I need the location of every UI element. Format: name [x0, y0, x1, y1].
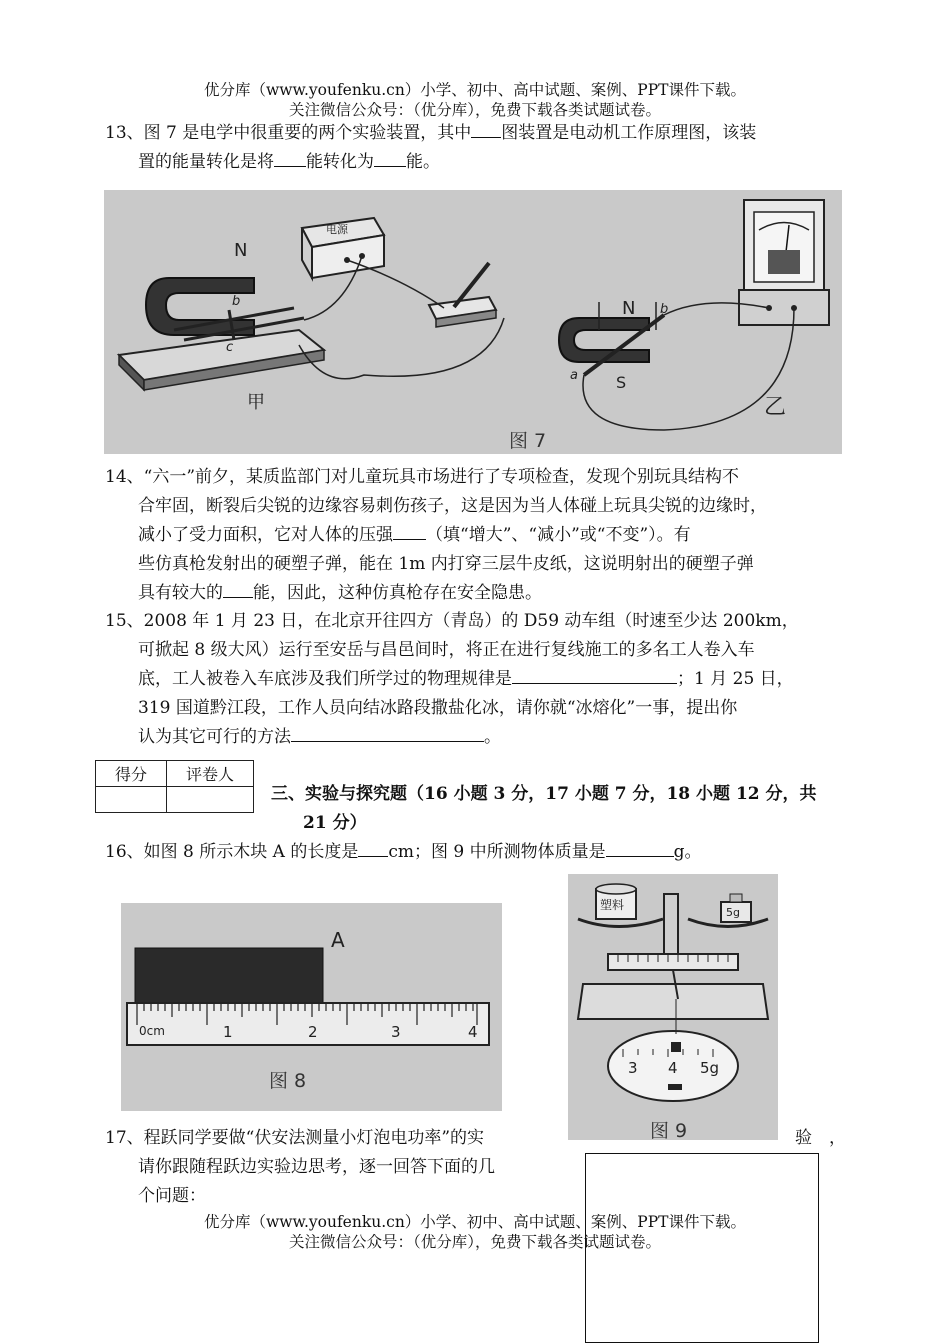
- fig7-label-a: a: [570, 368, 578, 383]
- fig9-cup-label: 塑料: [600, 898, 625, 912]
- q13-text-5: 能。: [406, 152, 440, 172]
- fig7-label-c: c: [226, 340, 234, 355]
- fig9-caption: 图 9: [650, 1120, 688, 1140]
- q13-text-1: 13、图 7 是电学中很重要的两个实验装置，其中: [105, 123, 472, 143]
- q17-line-1: 17、程跃同学要做“伏安法测量小灯泡电功率”的实: [105, 1128, 485, 1148]
- fig7-label-yi: 乙: [764, 395, 787, 420]
- q15-line-1: 15、2008 年 1 月 23 日，在北京开往四方（青岛）的 D59 动车组（时速至少达 200km，: [105, 611, 799, 631]
- question-14: [105, 463, 865, 608]
- fig7-label-n-right: N: [622, 298, 636, 319]
- question-16: [105, 838, 865, 867]
- q14-blank-1[interactable]: [393, 521, 426, 540]
- q13-blank-2[interactable]: [274, 148, 306, 167]
- q15-line-4: 319 国道黔江段，工作人员向结冰路段撒盐化冰，请你就“冰熔化”一事，提出你: [138, 698, 738, 718]
- fig8-tick-0: 0cm: [139, 1024, 165, 1038]
- q17-line-2: 请你跟随程跃边实验边思考，逐一回答下面的几: [138, 1157, 495, 1177]
- page-header: [0, 80, 950, 120]
- q14-line-3a: 减小了受力面积，它对人体的压强: [138, 525, 393, 545]
- figure-9-illustration: [568, 874, 778, 1140]
- score-cell[interactable]: [96, 787, 167, 813]
- fig7-battery-label: 电源: [326, 223, 348, 236]
- fig9-weight-label: 5g: [726, 906, 740, 919]
- figure-8: [121, 903, 502, 1111]
- header-line-1: 优分库（www.youfenku.cn）小学、初中、高中试题、案例、PPT课件下载。: [203, 81, 747, 99]
- q14-line-4: 些仿真枪发射出的硬塑子弹，能在 1m 内打穿三层牛皮纸，这说明射出的硬塑子弹: [138, 554, 754, 574]
- q17-line-1-tail: 验 ，: [795, 1128, 846, 1148]
- fig8-tick-2: 2: [308, 1023, 318, 1041]
- q15-line-3a: 底，工人被卷入车底涉及我们所学过的物理规律是: [138, 669, 512, 689]
- q13-text-4: 能转化为: [306, 152, 374, 172]
- fig8-tick-1: 1: [223, 1023, 233, 1041]
- q15-line-5b: 。: [484, 727, 501, 747]
- q16-text-3: g。: [673, 842, 702, 862]
- fig7-label-n-left: N: [234, 240, 248, 261]
- figure-7-illustration: [104, 190, 842, 454]
- q14-line-3b: （填“增大”、“减小”或“不变”）。有: [426, 525, 691, 545]
- fig8-tick-4: 4: [468, 1023, 478, 1041]
- q15-line-2: 可掀起 8 级大风）运行至安岳与昌邑间时，将正在进行复线施工的多名工人卷入车: [138, 640, 755, 660]
- header-line-2: 关注微信公众号：（优分库），免费下载各类试题试卷。: [288, 101, 661, 119]
- fig9-scale-3: 3: [628, 1059, 638, 1077]
- page-footer: [0, 1212, 950, 1252]
- q14-line-2: 合牢固，断裂后尖锐的边缘容易刺伤孩子，这是因为当人体碰上玩具尖锐的边缘时，: [138, 496, 767, 516]
- q13-blank-1[interactable]: [471, 119, 501, 138]
- fig7-label-b-left: b: [232, 294, 241, 309]
- question-15: [105, 607, 865, 752]
- figure-8-illustration: [121, 903, 502, 1111]
- fig8-tick-3: 3: [391, 1023, 401, 1041]
- question-13: [105, 119, 865, 177]
- q13-blank-3[interactable]: [374, 148, 406, 167]
- reviewer-cell[interactable]: [167, 787, 254, 813]
- q16-blank-2[interactable]: [606, 838, 674, 857]
- q13-text-2: 图装置是电动机工作原理图，该装: [501, 123, 757, 143]
- q15-blank-2[interactable]: [291, 723, 484, 742]
- q16-text-1: 16、如图 8 所示木块 A 的长度是: [105, 842, 359, 862]
- score-table: [95, 760, 254, 813]
- q17-line-3: 个问题：: [138, 1186, 206, 1206]
- footer-line-1: 优分库（www.youfenku.cn）小学、初中、高中试题、案例、PPT课件下载。: [203, 1213, 747, 1231]
- section-3-line-2: 21 分）: [303, 813, 367, 833]
- reviewer-header: 评卷人: [167, 761, 254, 787]
- fig8-caption: 图 8: [269, 1070, 307, 1092]
- footer-line-2: 关注微信公众号：（优分库），免费下载各类试题试卷。: [288, 1233, 661, 1251]
- fig9-scale-4: 4: [668, 1059, 678, 1077]
- q14-line-1: 14、“六一”前夕，某质监部门对儿童玩具市场进行了专项检查，发现个别玩具结构不: [105, 467, 740, 487]
- q14-blank-2[interactable]: [223, 579, 253, 598]
- q16-text-2: cm；图 9 中所测物体质量是: [388, 842, 606, 862]
- fig8-label-a: A: [331, 928, 345, 952]
- q15-line-5a: 认为其它可行的方法: [138, 727, 291, 747]
- q16-blank-1[interactable]: [358, 838, 388, 857]
- score-header: 得分: [96, 761, 167, 787]
- q14-line-5b: 能，因此，这种仿真枪存在安全隐患。: [253, 583, 542, 603]
- figure-9: [568, 874, 778, 1140]
- fig7-caption: 图 7: [509, 430, 547, 452]
- question-17: [105, 1124, 575, 1211]
- q15-blank-1[interactable]: [512, 665, 677, 684]
- figure-7: [104, 190, 842, 454]
- fig7-label-s: S: [616, 373, 627, 392]
- fig7-label-b-right: b: [660, 302, 669, 317]
- q15-line-3b: ；1 月 25 日，: [677, 669, 794, 689]
- q14-line-5a: 具有较大的: [138, 583, 223, 603]
- fig9-scale-5g: 5g: [700, 1059, 720, 1077]
- section-3-heading: [271, 780, 861, 838]
- fig7-label-jia: 甲: [247, 392, 265, 413]
- q13-text-3: 置的能量转化是将: [138, 152, 274, 172]
- section-3-line-1: 三、实验与探究题（16 小题 3 分，17 小题 7 分，18 小题 12 分，共: [271, 784, 817, 804]
